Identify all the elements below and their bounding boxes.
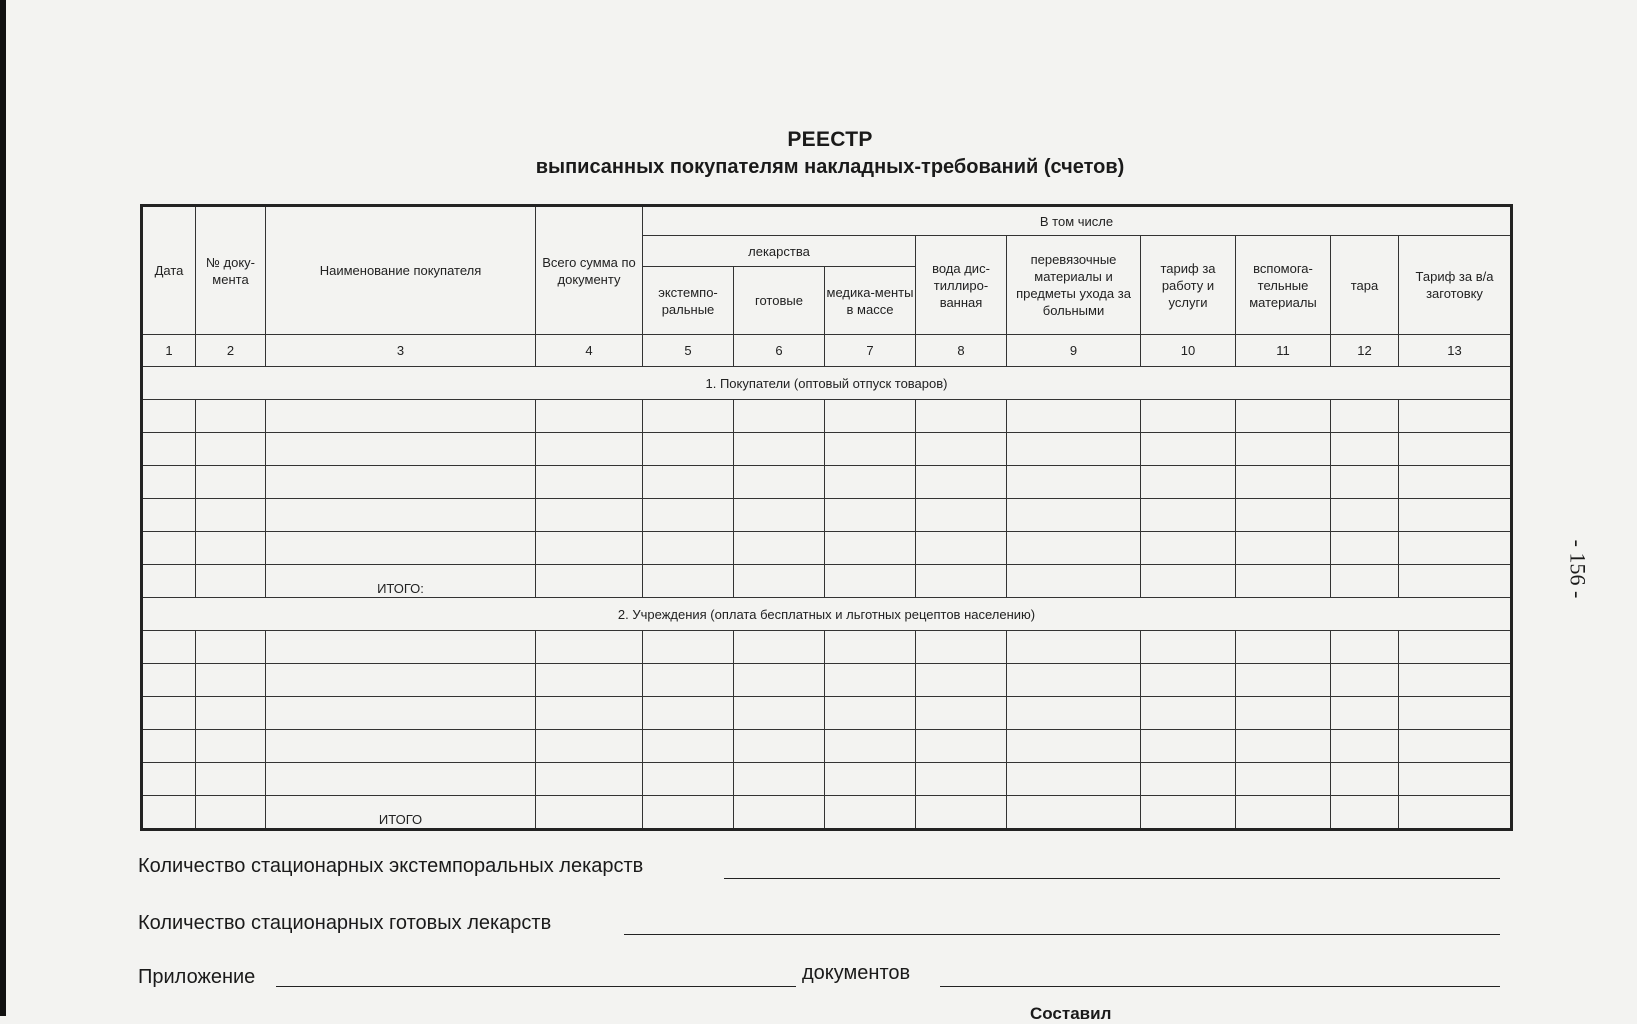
section-1-total-label: ИТОГО:	[266, 565, 536, 598]
table-cell[interactable]	[1331, 565, 1399, 598]
documents-label: документов	[802, 962, 911, 984]
table-cell[interactable]	[1399, 466, 1512, 499]
table-cell[interactable]	[142, 796, 196, 830]
table-cell[interactable]	[734, 763, 825, 796]
header-procurement-tariff: Тариф за в/а заготовку	[1399, 236, 1512, 335]
table-cell[interactable]	[536, 664, 643, 697]
table-cell[interactable]	[142, 763, 196, 796]
table-row	[142, 664, 1512, 697]
column-number: 12	[1331, 335, 1399, 367]
table-cell[interactable]	[1399, 796, 1512, 830]
document-subtitle: выписанных покупателям накладных-требований (счетов)	[535, 156, 1125, 178]
table-cell[interactable]	[196, 466, 266, 499]
table-cell[interactable]	[734, 631, 825, 664]
table-cell[interactable]	[1007, 532, 1141, 565]
header-extemporal: экстемпо-ральные	[643, 267, 734, 335]
table-cell[interactable]	[196, 565, 266, 598]
table-cell[interactable]	[1141, 730, 1236, 763]
table-cell[interactable]	[1141, 466, 1236, 499]
table-row	[142, 532, 1512, 565]
table-cell[interactable]	[536, 565, 643, 598]
column-number: 11	[1236, 335, 1331, 367]
attachment-field[interactable]	[276, 986, 796, 987]
table-cell[interactable]	[643, 697, 734, 730]
column-number: 2	[196, 335, 266, 367]
header-bulk-medicines: медика-менты в массе	[825, 267, 916, 335]
table-cell[interactable]	[1007, 499, 1141, 532]
table-cell[interactable]	[1331, 400, 1399, 433]
table-cell[interactable]	[1007, 730, 1141, 763]
table-cell[interactable]	[196, 796, 266, 830]
page-edge	[0, 0, 6, 1016]
stationary-extemporal-field[interactable]	[724, 878, 1500, 879]
table-cell[interactable]	[1399, 499, 1512, 532]
table-cell[interactable]	[916, 664, 1007, 697]
table-cell[interactable]	[1236, 532, 1331, 565]
header-date: Дата	[142, 206, 196, 335]
table-cell[interactable]	[1331, 763, 1399, 796]
table-cell[interactable]	[536, 631, 643, 664]
table-cell[interactable]	[1141, 631, 1236, 664]
table-cell[interactable]	[536, 532, 643, 565]
header-dressing: перевязочные материалы и предметы ухода за больными	[1007, 236, 1141, 335]
table-cell[interactable]	[1236, 763, 1331, 796]
table-cell[interactable]	[536, 400, 643, 433]
compiled-by-label: Составил	[1030, 1004, 1112, 1023]
section-2-title: 2. Учреждения (оплата бесплатных и льготных рецептов населению)	[142, 598, 1512, 631]
table-cell[interactable]	[734, 565, 825, 598]
table-cell[interactable]	[196, 697, 266, 730]
table-cell[interactable]	[142, 400, 196, 433]
table-cell[interactable]	[1007, 796, 1141, 830]
table-cell[interactable]	[266, 664, 536, 697]
table-cell[interactable]	[643, 400, 734, 433]
table-cell[interactable]	[1399, 532, 1512, 565]
column-number: 10	[1141, 335, 1236, 367]
table-cell[interactable]	[1236, 697, 1331, 730]
table-cell[interactable]	[1236, 631, 1331, 664]
table-row	[142, 400, 1512, 433]
registry-table	[140, 204, 1513, 831]
section-1-total-row	[142, 565, 1512, 598]
table-row	[142, 763, 1512, 796]
table-cell[interactable]	[1007, 697, 1141, 730]
table-cell[interactable]	[734, 796, 825, 830]
table-cell[interactable]	[142, 664, 196, 697]
table-cell[interactable]	[142, 532, 196, 565]
table-cell[interactable]	[536, 499, 643, 532]
documents-field[interactable]	[940, 986, 1500, 987]
column-number: 3	[266, 335, 536, 367]
table-cell[interactable]	[916, 565, 1007, 598]
table-cell[interactable]	[142, 565, 196, 598]
table-cell[interactable]	[1399, 433, 1512, 466]
stationary-extemporal-label: Количество стационарных экстемпоральных лекарств	[138, 855, 644, 877]
column-number: 9	[1007, 335, 1141, 367]
table-cell[interactable]	[1331, 532, 1399, 565]
table-cell[interactable]	[1007, 400, 1141, 433]
stationary-ready-field[interactable]	[624, 934, 1500, 935]
table-cell[interactable]	[1331, 499, 1399, 532]
table-row	[142, 697, 1512, 730]
table-cell[interactable]	[142, 697, 196, 730]
table-cell[interactable]	[1399, 565, 1512, 598]
table-cell[interactable]	[266, 730, 536, 763]
table-cell[interactable]	[1141, 565, 1236, 598]
table-cell[interactable]	[266, 532, 536, 565]
table-cell[interactable]	[266, 499, 536, 532]
table-cell[interactable]	[536, 730, 643, 763]
column-number: 5	[643, 335, 734, 367]
table-cell[interactable]	[1007, 466, 1141, 499]
table-cell[interactable]	[916, 499, 1007, 532]
table-cell[interactable]	[916, 730, 1007, 763]
table-cell[interactable]	[1236, 565, 1331, 598]
table-cell[interactable]	[825, 466, 916, 499]
table-cell[interactable]	[916, 796, 1007, 830]
header-service-tariff: тариф за работу и услуги	[1141, 236, 1236, 335]
table-cell[interactable]	[734, 466, 825, 499]
table-cell[interactable]	[916, 433, 1007, 466]
table-cell[interactable]	[643, 532, 734, 565]
table-cell[interactable]	[196, 433, 266, 466]
table-cell[interactable]	[825, 433, 916, 466]
table-cell[interactable]	[1007, 433, 1141, 466]
column-number: 1	[142, 335, 196, 367]
table-cell[interactable]	[1141, 499, 1236, 532]
table-cell[interactable]	[196, 400, 266, 433]
table-cell[interactable]	[266, 697, 536, 730]
table-cell[interactable]	[1236, 466, 1331, 499]
table-cell[interactable]	[1399, 664, 1512, 697]
table-cell[interactable]	[734, 730, 825, 763]
table-cell[interactable]	[1331, 730, 1399, 763]
column-number: 13	[1399, 335, 1512, 367]
table-cell[interactable]	[536, 697, 643, 730]
table-cell[interactable]	[1007, 763, 1141, 796]
table-cell[interactable]	[142, 631, 196, 664]
header-distilled-water: вода дис-тиллиро-ванная	[916, 236, 1007, 335]
table-cell[interactable]	[1007, 631, 1141, 664]
table-cell[interactable]	[1399, 697, 1512, 730]
header-total-sum: Всего сумма по документу	[536, 206, 643, 335]
table-cell[interactable]	[1141, 400, 1236, 433]
table-cell[interactable]	[916, 631, 1007, 664]
table-cell[interactable]	[196, 730, 266, 763]
table-cell[interactable]	[643, 631, 734, 664]
table-cell[interactable]	[536, 763, 643, 796]
table-cell[interactable]	[536, 433, 643, 466]
table-cell[interactable]	[1141, 796, 1236, 830]
table-cell[interactable]	[643, 763, 734, 796]
table-row	[142, 730, 1512, 763]
table-cell[interactable]	[1141, 532, 1236, 565]
table-cell[interactable]	[196, 631, 266, 664]
table-cell[interactable]	[266, 466, 536, 499]
table-cell[interactable]	[1007, 565, 1141, 598]
table-cell[interactable]	[1236, 730, 1331, 763]
table-cell[interactable]	[643, 664, 734, 697]
table-cell[interactable]	[825, 532, 916, 565]
table-cell[interactable]	[266, 631, 536, 664]
table-cell[interactable]	[536, 796, 643, 830]
table-cell[interactable]	[1236, 796, 1331, 830]
document-title: РЕЕСТР	[787, 128, 873, 151]
table-cell[interactable]	[1331, 631, 1399, 664]
column-number: 8	[916, 335, 1007, 367]
table-cell[interactable]	[196, 664, 266, 697]
table-cell[interactable]	[142, 730, 196, 763]
table-cell[interactable]	[196, 532, 266, 565]
column-number: 4	[536, 335, 643, 367]
column-number: 6	[734, 335, 825, 367]
table-cell[interactable]	[643, 565, 734, 598]
table-cell[interactable]	[1331, 433, 1399, 466]
table-cell[interactable]	[196, 499, 266, 532]
table-cell[interactable]	[142, 466, 196, 499]
table-cell[interactable]	[1141, 664, 1236, 697]
table-row	[142, 466, 1512, 499]
table-cell[interactable]	[916, 697, 1007, 730]
table-cell[interactable]	[643, 466, 734, 499]
table-cell[interactable]	[142, 433, 196, 466]
table-cell[interactable]	[1141, 763, 1236, 796]
header-packaging: тара	[1331, 236, 1399, 335]
table-cell[interactable]	[734, 433, 825, 466]
header-ready: готовые	[734, 267, 825, 335]
table-cell[interactable]	[1141, 697, 1236, 730]
table-cell[interactable]	[825, 664, 916, 697]
table-cell[interactable]	[142, 499, 196, 532]
table-cell[interactable]	[1399, 631, 1512, 664]
table-cell[interactable]	[1236, 400, 1331, 433]
table-cell[interactable]	[1236, 499, 1331, 532]
table-cell[interactable]	[1007, 664, 1141, 697]
table-cell[interactable]	[1236, 664, 1331, 697]
table-cell[interactable]	[196, 763, 266, 796]
table-cell[interactable]	[536, 466, 643, 499]
table-cell[interactable]	[1331, 796, 1399, 830]
column-number: 7	[825, 335, 916, 367]
table-cell[interactable]	[825, 631, 916, 664]
table-cell[interactable]	[266, 763, 536, 796]
header-doc-no: № доку-мента	[196, 206, 266, 335]
table-cell[interactable]	[1236, 433, 1331, 466]
section-2-total-row	[142, 796, 1512, 830]
header-customer-name: Наименование покупателя	[266, 206, 536, 335]
table-cell[interactable]	[825, 730, 916, 763]
table-cell[interactable]	[734, 697, 825, 730]
table-cell[interactable]	[1331, 697, 1399, 730]
table-cell[interactable]	[916, 400, 1007, 433]
table-cell[interactable]	[734, 400, 825, 433]
header-including: В том числе	[643, 206, 1512, 236]
header-auxiliary: вспомога-тельные материалы	[1236, 236, 1331, 335]
table-cell[interactable]	[643, 796, 734, 830]
table-cell[interactable]	[1399, 400, 1512, 433]
section-1-title: 1. Покупатели (оптовый отпуск товаров)	[142, 367, 1512, 400]
section-2-total-label: ИТОГО	[266, 796, 536, 830]
table-cell[interactable]	[1141, 433, 1236, 466]
page-number: - 156 -	[1565, 539, 1591, 599]
table-cell[interactable]	[825, 400, 916, 433]
table-row	[142, 631, 1512, 664]
table-cell[interactable]	[916, 532, 1007, 565]
table-cell[interactable]	[916, 763, 1007, 796]
table-cell[interactable]	[1331, 664, 1399, 697]
table-cell[interactable]	[643, 433, 734, 466]
table-cell[interactable]	[643, 730, 734, 763]
table-cell[interactable]	[825, 565, 916, 598]
table-cell[interactable]	[1399, 730, 1512, 763]
table-cell[interactable]	[825, 763, 916, 796]
table-cell[interactable]	[1399, 763, 1512, 796]
table-row	[142, 433, 1512, 466]
table-cell[interactable]	[734, 532, 825, 565]
attachment-label: Приложение	[138, 966, 256, 988]
table-cell[interactable]	[825, 697, 916, 730]
table-cell[interactable]	[916, 466, 1007, 499]
header-medicines: лекарства	[643, 236, 916, 267]
table-cell[interactable]	[734, 499, 825, 532]
stationary-ready-label: Количество стационарных готовых лекарств	[138, 912, 552, 934]
table-cell[interactable]	[734, 664, 825, 697]
table-cell[interactable]	[266, 400, 536, 433]
table-cell[interactable]	[643, 499, 734, 532]
table-cell[interactable]	[825, 796, 916, 830]
table-cell[interactable]	[825, 499, 916, 532]
table-cell[interactable]	[1331, 466, 1399, 499]
table-cell[interactable]	[266, 433, 536, 466]
table-row	[142, 499, 1512, 532]
